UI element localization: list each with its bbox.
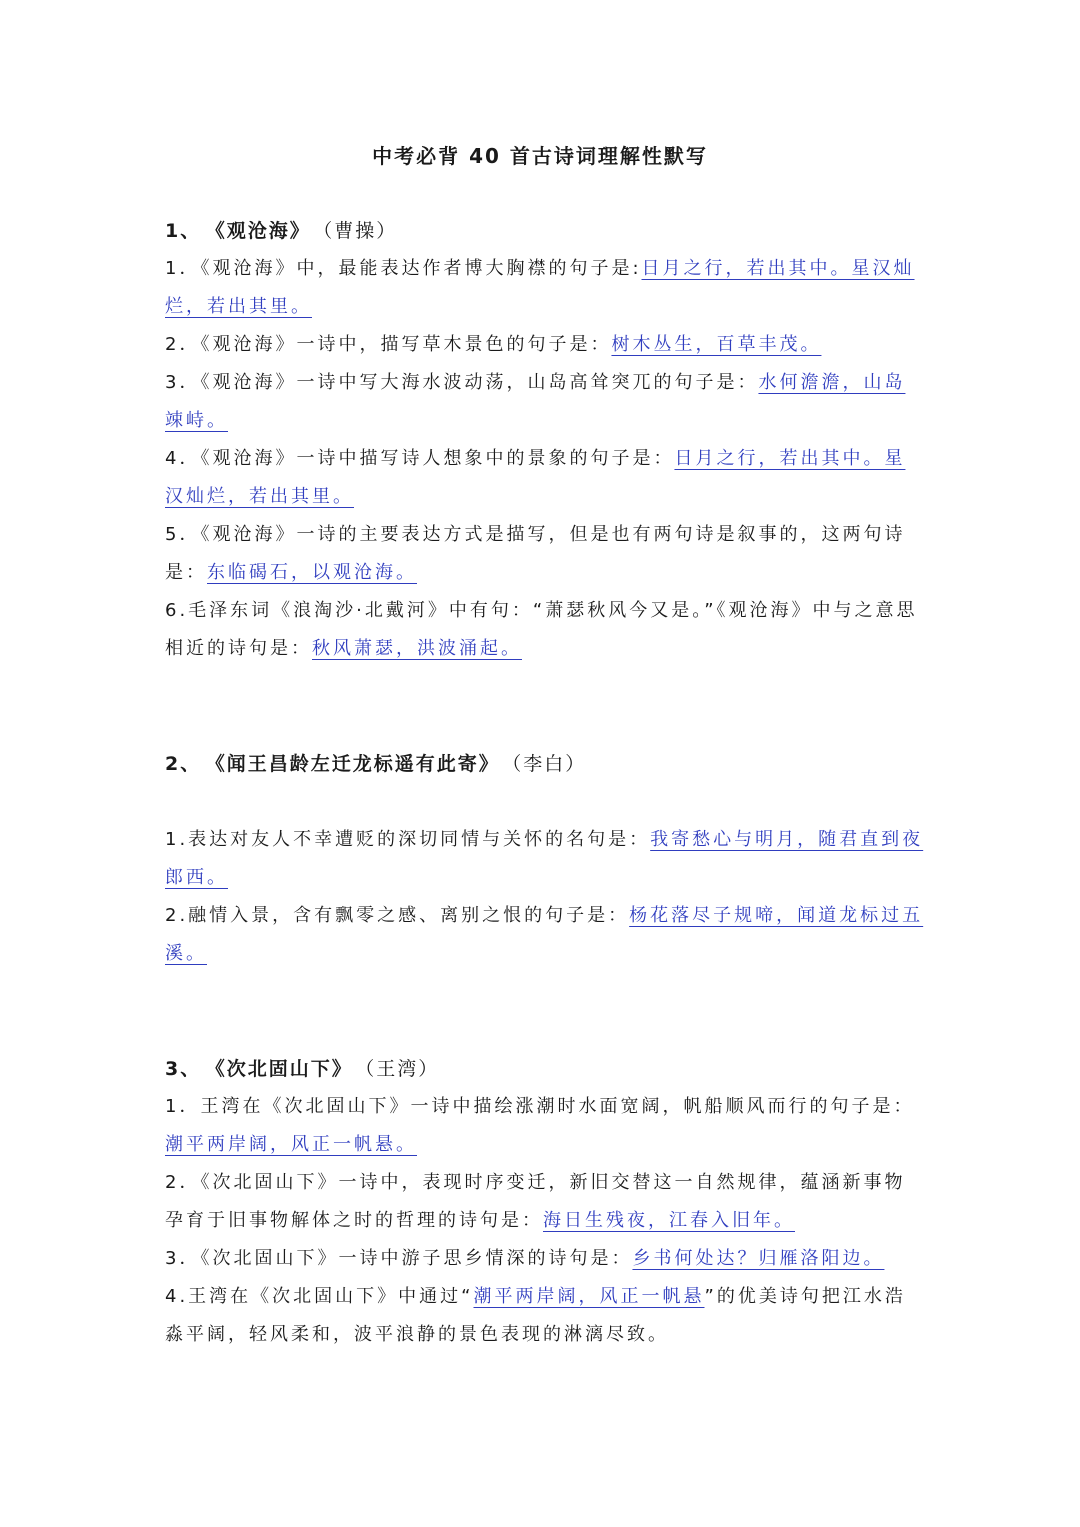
section-1 [165,212,925,668]
section-2 [165,745,925,973]
section-heading [165,1050,925,1088]
question-text: 1．《观沧海》中，最能表达作者博大胸襟的句子是: [165,258,642,279]
question-item [165,364,925,440]
poem-title: 《观沧海》 [215,220,311,242]
question-item [165,897,925,973]
question-item [165,326,925,364]
answer-text: 潮平两岸阔，风正一帆悬 [473,1286,705,1307]
question-text: 1．王湾在《次北固山下》一诗中描绘涨潮时水面宽阔，帆船顺风而行的句子是： [165,1096,915,1117]
question-text: 5．《观沧海》一诗的主要表达方式是描写，但是也有两句诗是叙事的，这两句诗是： [165,524,906,583]
answer-text: 海日生残夜，江春入旧年。 [543,1210,795,1231]
answer-text: 树木丛生，百草丰茂。 [611,334,822,355]
question-text: 4.王湾在《次北固山下》中通过“ [165,1286,474,1307]
question-text: 2．《观沧海》一诗中，描写草木景色的句子是： [165,334,612,355]
question-text: 3．《观沧海》一诗中写大海水波动荡，山岛高耸突兀的句子是： [165,372,759,393]
answer-text: 秋风萧瑟，洪波涌起。 [312,638,522,659]
answer-text: 杨花落尽子规啼，闻道龙标过五溪。 [165,905,924,964]
section-heading [165,745,925,783]
question-text: 1.表达对友人不幸遭贬的深切同情与关怀的名句是： [165,829,651,850]
section-number: 2、 [165,753,202,775]
poem-author: （李白） [511,753,587,775]
question-item [165,1164,925,1240]
section-3 [165,1050,925,1354]
answer-text: 我寄愁心与明月，随君直到夜郎西。 [165,829,924,888]
document-title: 中考必背 40 首古诗词理解性默写 [372,144,708,168]
section-number: 3、 [165,1058,202,1080]
answer-text: 日月之行，若出其中。星汉灿烂，若出其里。 [165,448,906,507]
question-text: 2．《次北固山下》一诗中，表现时序变迁，新旧交替这一自然规律，蕴涵新事物孕育于旧事物解体之时的哲理的诗句是： [165,1172,906,1231]
answer-text: 东临碣石，以观沧海。 [207,562,417,583]
question-item [165,250,925,326]
question-item [165,440,925,516]
answer-text: 日月之行，若出其中。星汉灿烂，若出其里。 [165,258,915,317]
section-heading [165,212,925,250]
poem-author: （王湾） [364,1058,440,1080]
answer-text: 潮平两岸阔，风正一帆悬。 [165,1134,417,1155]
section-number: 1、 [165,220,202,242]
poem-title: 《闻王昌龄左迁龙标遥有此寄》 [215,753,500,775]
poem-title: 《次北固山下》 [215,1058,353,1080]
poem-author: （曹操） [322,220,398,242]
question-text: 6.毛泽东词《浪淘沙·北戴河》中有句：“萧瑟秋风今又是。”《观沧海》中与之意思相近的诗句是： [165,600,918,659]
question-text: 4．《观沧海》一诗中描写诗人想象中的景象的句子是： [165,448,675,469]
question-item [165,821,925,897]
answer-text: 水何澹澹，山岛竦峙。 [165,372,906,431]
question-item [165,516,925,592]
question-item [165,592,925,668]
answer-text: 乡书何处达？归雁洛阳边。 [632,1248,885,1269]
question-text: 3．《次北固山下》一诗中游子思乡情深的诗句是： [165,1248,633,1269]
question-item [165,1240,925,1278]
question-item [165,1278,925,1354]
question-text-tail: ”的优美诗句把江水浩淼平阔，轻风柔和，波平浪静的景色表现的淋漓尽致。 [165,1286,906,1345]
question-item [165,1088,925,1164]
question-text: 2.融情入景，含有飘零之感、离别之恨的句子是： [165,905,630,926]
